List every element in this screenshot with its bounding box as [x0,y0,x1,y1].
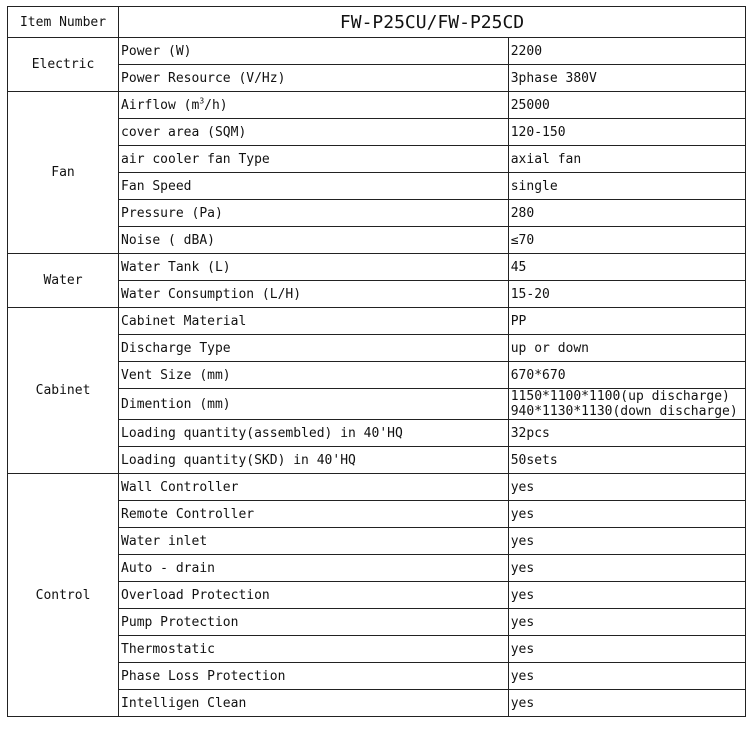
value-power: 2200 [508,38,745,65]
table-row [8,528,746,555]
param-discharge-type: Discharge Type [119,335,509,362]
value-dimention-line1: 1150*1100*1100(up discharge) [510,389,730,404]
spec-table [7,6,746,717]
table-row [8,420,746,447]
table-row [8,335,746,362]
table-row [8,501,746,528]
param-loading-assembled: Loading quantity(assembled) in 40'HQ [119,420,509,447]
value-auto-drain: yes [508,555,745,582]
airflow-label-prefix: Airflow (m [121,97,200,113]
table-row [8,227,746,254]
param-auto-drain: Auto - drain [119,555,509,582]
airflow-label-suffix: /h) [204,97,228,113]
item-number-label: Item Number [8,7,119,38]
value-discharge-type: up or down [508,335,745,362]
table-row [8,65,746,92]
table-row [8,690,746,717]
group-water: Water [8,254,119,308]
param-water-inlet: Water inlet [119,528,509,555]
table-row [8,389,746,420]
param-water-tank: Water Tank (L) [119,254,509,281]
header-row [8,7,746,38]
value-power-resource: 3phase 380V [508,65,745,92]
value-noise: ≤70 [508,227,745,254]
param-wall-controller: Wall Controller [119,474,509,501]
value-fan-type: axial fan [508,146,745,173]
param-fan-type: air cooler fan Type [119,146,509,173]
table-row [8,308,746,335]
group-fan: Fan [8,92,119,254]
param-vent-size: Vent Size (mm) [119,362,509,389]
param-airflow [119,92,509,119]
param-loading-skd: Loading quantity(SKD) in 40'HQ [119,447,509,474]
value-wall-controller: yes [508,474,745,501]
param-pressure: Pressure (Pa) [119,200,509,227]
param-power-resource: Power Resource (V/Hz) [119,65,509,92]
table-row [8,447,746,474]
value-remote-controller: yes [508,501,745,528]
table-row [8,200,746,227]
table-row [8,38,746,65]
model-number: FW-P25CU/FW-P25CD [119,7,746,38]
param-power: Power (W) [119,38,509,65]
group-control: Control [8,474,119,717]
param-fan-speed: Fan Speed [119,173,509,200]
param-pump-protection: Pump Protection [119,609,509,636]
value-water-tank: 45 [508,254,745,281]
value-thermostatic: yes [508,636,745,663]
value-water-inlet: yes [508,528,745,555]
value-loading-skd: 50sets [508,447,745,474]
table-row [8,281,746,308]
param-dimention: Dimention (mm) [119,389,509,420]
table-row [8,663,746,690]
table-row [8,254,746,281]
group-electric: Electric [8,38,119,92]
value-phase-loss: yes [508,663,745,690]
table-row [8,173,746,200]
param-intelligen-clean: Intelligen Clean [119,690,509,717]
value-dimention [508,389,745,420]
table-row [8,119,746,146]
param-thermostatic: Thermostatic [119,636,509,663]
table-row [8,582,746,609]
param-phase-loss: Phase Loss Protection [119,663,509,690]
table-row [8,636,746,663]
value-pressure: 280 [508,200,745,227]
table-row [8,92,746,119]
value-fan-speed: single [508,173,745,200]
value-cabinet-material: PP [508,308,745,335]
table-row [8,146,746,173]
param-cabinet-material: Cabinet Material [119,308,509,335]
group-cabinet: Cabinet [8,308,119,474]
table-row [8,474,746,501]
param-remote-controller: Remote Controller [119,501,509,528]
value-intelligen-clean: yes [508,690,745,717]
value-loading-assembled: 32pcs [508,420,745,447]
airflow-label-superscript: 3 [199,96,205,106]
value-water-consumption: 15-20 [508,281,745,308]
value-cover-area: 120-150 [508,119,745,146]
table-row [8,362,746,389]
table-row [8,555,746,582]
param-overload-protection: Overload Protection [119,582,509,609]
value-airflow: 25000 [508,92,745,119]
param-cover-area: cover area (SQM) [119,119,509,146]
param-noise: Noise ( dBA) [119,227,509,254]
value-pump-protection: yes [508,609,745,636]
param-water-consumption: Water Consumption (L/H) [119,281,509,308]
value-dimention-line2: 940*1130*1130(down discharge) [510,404,738,419]
value-overload-protection: yes [508,582,745,609]
table-row [8,609,746,636]
value-vent-size: 670*670 [508,362,745,389]
